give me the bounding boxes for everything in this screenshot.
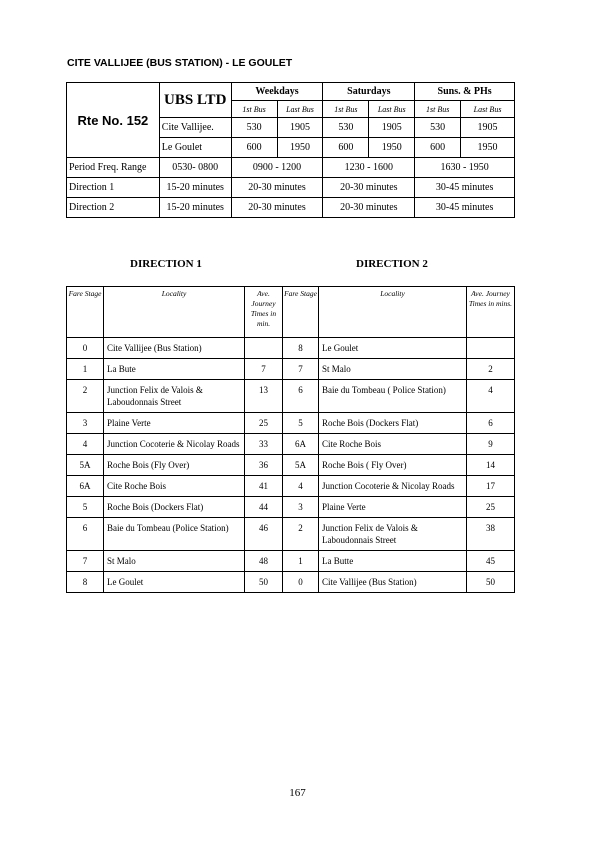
locality-header: Locality [319, 287, 467, 338]
locality: La Bute [104, 359, 245, 380]
locality: Baie du Tombeau (Police Station) [104, 518, 245, 551]
locality: Junction Cocoterie & Nicolay Roads [104, 434, 245, 455]
bus-time: 600 [323, 138, 369, 158]
fare-stage: 6A [67, 476, 104, 497]
direction1-title: DIRECTION 1 [130, 258, 202, 270]
page-number: 167 [289, 787, 306, 799]
journey-time [245, 338, 283, 359]
fare-stage: 7 [67, 551, 104, 572]
journey-time: 7 [245, 359, 283, 380]
journey-time: 2 [467, 359, 515, 380]
locality: Cite Roche Bois [104, 476, 245, 497]
fare-stage: 2 [67, 380, 104, 413]
locality: Junction Felix de Valois & Laboudonnais Street [104, 380, 245, 413]
bus-time: 530 [323, 118, 369, 138]
journey-time: 48 [245, 551, 283, 572]
locality: St Malo [319, 359, 467, 380]
table-row [67, 497, 515, 518]
last-bus-header: Last Bus [369, 101, 415, 118]
bus-time: 530 [415, 118, 461, 138]
bus-time: 1905 [369, 118, 415, 138]
fare-stage: 3 [67, 413, 104, 434]
fare-stage: 5 [67, 497, 104, 518]
table-row [67, 572, 515, 593]
locality: Roche Bois (Dockers Flat) [104, 497, 245, 518]
journey-time: 6 [467, 413, 515, 434]
table-row [67, 338, 515, 359]
journey-time: 46 [245, 518, 283, 551]
locality: Junction Felix de Valois & Laboudonnais Street [319, 518, 467, 551]
locality: Plaine Verte [104, 413, 245, 434]
journey-time: 50 [245, 572, 283, 593]
journey-time: 25 [245, 413, 283, 434]
fare-stage-header: Fare Stage [67, 287, 104, 338]
frequency-value: 20-30 minutes [323, 198, 415, 218]
frequency-value: 15-20 minutes [159, 178, 231, 198]
fare-stages-table [66, 286, 515, 593]
locality: Roche Bois (Fly Over) [104, 455, 245, 476]
locality: La Butte [319, 551, 467, 572]
journey-time [467, 338, 515, 359]
last-bus-header: Last Bus [461, 101, 515, 118]
table-row [67, 434, 515, 455]
fare-stage: 0 [283, 572, 319, 593]
locality: Plaine Verte [319, 497, 467, 518]
locality: Le Goulet [319, 338, 467, 359]
table-row [67, 518, 515, 551]
locality: Roche Bois (Dockers Flat) [319, 413, 467, 434]
journey-time-header: Ave. Journey Times in min. [245, 287, 283, 338]
journey-time-header: Ave. Journey Times in mins. [467, 287, 515, 338]
table-row [67, 380, 515, 413]
direction2-title: DIRECTION 2 [356, 258, 428, 270]
journey-time: 9 [467, 434, 515, 455]
frequency-value: 20-30 minutes [231, 178, 323, 198]
fare-stage-header: Fare Stage [283, 287, 319, 338]
journey-time: 44 [245, 497, 283, 518]
bus-time: 1950 [277, 138, 323, 158]
period-range: 0530- 0800 [159, 158, 231, 178]
fare-stage: 8 [283, 338, 319, 359]
period-range: 1630 - 1950 [415, 158, 515, 178]
bus-time: 1950 [461, 138, 515, 158]
bus-time: 600 [231, 138, 277, 158]
journey-time: 13 [245, 380, 283, 413]
fare-stage: 4 [67, 434, 104, 455]
fare-stage: 1 [283, 551, 319, 572]
first-bus-header: 1st Bus [323, 101, 369, 118]
bus-time: 1905 [461, 118, 515, 138]
operator-name: UBS LTD [159, 83, 231, 118]
journey-time: 50 [467, 572, 515, 593]
locality: St Malo [104, 551, 245, 572]
table-row [67, 455, 515, 476]
table-row [67, 413, 515, 434]
journey-time: 38 [467, 518, 515, 551]
fare-stage: 0 [67, 338, 104, 359]
table-row [67, 551, 515, 572]
journey-time: 17 [467, 476, 515, 497]
journey-time: 14 [467, 455, 515, 476]
bus-time: 1905 [277, 118, 323, 138]
first-bus-header: 1st Bus [415, 101, 461, 118]
bus-time: 530 [231, 118, 277, 138]
locality: Cite Roche Bois [319, 434, 467, 455]
first-bus-header: 1st Bus [231, 101, 277, 118]
fare-stage: 6 [67, 518, 104, 551]
fare-stage: 6A [283, 434, 319, 455]
locality-header: Locality [104, 287, 245, 338]
fare-stage: 3 [283, 497, 319, 518]
journey-time: 25 [467, 497, 515, 518]
fare-stage: 1 [67, 359, 104, 380]
locality: Roche Bois ( Fly Over) [319, 455, 467, 476]
frequency-value: 30-45 minutes [415, 198, 515, 218]
journey-time: 36 [245, 455, 283, 476]
journey-time: 33 [245, 434, 283, 455]
table-row [67, 476, 515, 497]
locality: Le Goulet [104, 572, 245, 593]
direction-label: Direction 1 [67, 178, 160, 198]
group-saturdays: Saturdays [323, 83, 415, 101]
fare-stage: 5A [67, 455, 104, 476]
journey-time: 4 [467, 380, 515, 413]
schedule-table [66, 82, 515, 218]
table-row [67, 359, 515, 380]
locality: Junction Cocoterie & Nicolay Roads [319, 476, 467, 497]
period-label: Period Freq. Range [67, 158, 160, 178]
frequency-value: 15-20 minutes [159, 198, 231, 218]
locality: Cite Vallijee (Bus Station) [319, 572, 467, 593]
page-title: CITE VALLIJEE (BUS STATION) - LE GOULET [67, 57, 293, 69]
locality: Baie du Tombeau ( Police Station) [319, 380, 467, 413]
locality: Cite Vallijee (Bus Station) [104, 338, 245, 359]
group-weekdays: Weekdays [231, 83, 323, 101]
fare-stage: 7 [283, 359, 319, 380]
bus-time: 600 [415, 138, 461, 158]
fare-stage: 6 [283, 380, 319, 413]
fare-stage: 8 [67, 572, 104, 593]
bus-time: 1950 [369, 138, 415, 158]
fare-stage: 5 [283, 413, 319, 434]
direction-label: Direction 2 [67, 198, 160, 218]
frequency-value: 30-45 minutes [415, 178, 515, 198]
fare-stage: 4 [283, 476, 319, 497]
fare-stage: 5A [283, 455, 319, 476]
group-sundays: Suns. & PHs [415, 83, 515, 101]
frequency-value: 20-30 minutes [323, 178, 415, 198]
journey-time: 45 [467, 551, 515, 572]
terminus-name: Le Goulet [159, 138, 231, 158]
period-range: 0900 - 1200 [231, 158, 323, 178]
journey-time: 41 [245, 476, 283, 497]
fare-stage: 2 [283, 518, 319, 551]
route-number: Rte No. 152 [67, 83, 160, 158]
last-bus-header: Last Bus [277, 101, 323, 118]
frequency-value: 20-30 minutes [231, 198, 323, 218]
period-range: 1230 - 1600 [323, 158, 415, 178]
terminus-name: Cite Vallijee. [159, 118, 231, 138]
